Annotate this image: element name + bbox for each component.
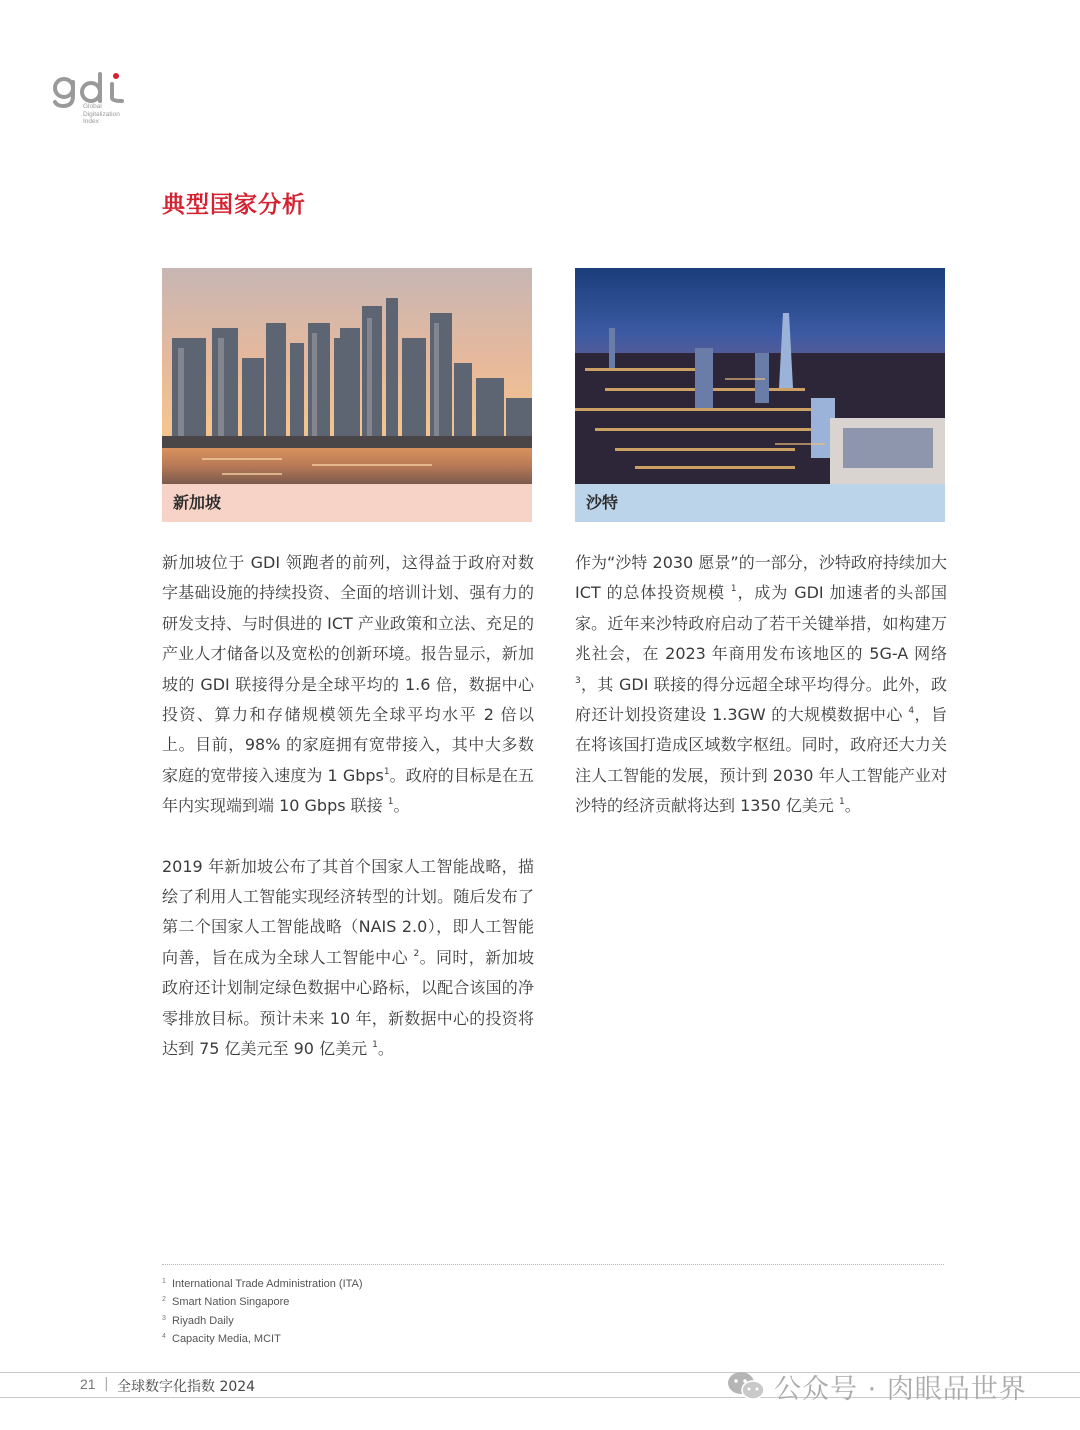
paragraph-text: 。 [844,796,861,816]
paragraph-text: 。同时，新加坡政府还计划制定绿色数据中心路标，以配合该国的净零排放目标。预计未来 10 年，新数据中心的投资将达到 75 亿美元至 90 亿美元 [162,947,534,1059]
paragraph [162,548,534,822]
footnote [162,1274,363,1292]
footnotes [162,1274,363,1347]
singapore-caption: 新加坡 [162,484,532,522]
paragraph-text: 。 [393,796,410,816]
footnote-ref: 1 [838,797,845,808]
footnote-text: Capacity Media, MCIT [172,1332,281,1345]
footnote-number: 2 [162,1296,166,1304]
footnote [162,1311,363,1329]
paragraph-text: 。 [377,1039,394,1059]
footnote-ref: 4 [908,706,915,717]
logo-line: Index [83,118,99,125]
footer-separator: | [104,1376,109,1392]
footnote-ref: 1 [730,584,737,595]
footnote-text: Riyadh Daily [172,1314,234,1327]
saudi-text-column [575,548,947,822]
footnote-divider [162,1264,944,1265]
footnote-ref: 1 [372,1040,378,1051]
footnote [162,1292,363,1310]
logo-line: Global [83,103,102,110]
footer-title: 全球数字化指数 2024 [117,1379,256,1395]
watermark-text: 公众号 · 肉眼品世界 [774,1373,1027,1405]
footnote-ref: 1 [387,797,394,808]
paragraph-text: ，其 GDI 联接的得分远超全球平均得分。此外，政府还计划投资建设 1.3GW 的大规模数据中心 [575,674,947,725]
singapore-text-column [162,548,534,1065]
paragraph-text: ，旨在将该国打造成区域数字枢纽。同时，政府还大力关注人工智能的发展，预计到 2030 年人工智能产业对沙特的经济贡献将达到 1350 亿美元 [575,705,947,816]
footnote-text: International Trade Administration (ITA) [172,1278,363,1290]
riyadh-night-city-photo [575,268,945,484]
paragraph-text: 2019 年新加坡公布了其首个国家人工智能战略，描绘了利用人工智能实现经济转型的计划。随后发布了第二个国家人工智能战略（NAIS 2.0），即人工智能向善，旨在成为全球人工智能中心 [162,856,534,967]
paragraph-text: 。政府的目标是在五年内实现端到端 10 Gbps 联接 [162,765,534,816]
singapore-skyline-photo [162,268,532,484]
page-number: 21 [80,1376,96,1392]
footnote-number: 1 [162,1278,166,1285]
footnote-number: 3 [162,1314,166,1322]
footnote-ref: 2 [413,948,420,959]
paragraph [162,852,534,1065]
saudi-card [575,268,945,522]
paragraph-text: ，成为 GDI 加速者的头部国家。近年来沙特政府启动了若干关键举措，如构建万兆社会，在 2023 年商用发布该地区的 5G-A 网络 [575,583,947,664]
footnote-ref: 1 [383,766,390,777]
singapore-card [162,268,532,522]
paragraph-text: 作为“沙特 2030 愿景”的一部分，沙特政府持续加大 ICT 的总体投资规模 [575,553,947,603]
footnote-number: 4 [162,1332,166,1340]
saudi-caption: 沙特 [575,484,945,522]
footnote [162,1329,363,1347]
footnote-text: Smart Nation Singapore [172,1296,290,1309]
logo-subtitle [83,103,120,126]
watermark [726,1368,1027,1404]
footnote-ref: 3 [575,675,581,686]
gdi-logo [52,70,142,132]
section-title: 典型国家分析 [162,192,306,218]
paragraph-text: 新加坡位于 GDI 领跑者的前列，这得益于政府对数字基础设施的持续投资、全面的培训计划、强有力的研发支持、与时俱进的 ICT 产业政策和立法、充足的产业人才储备以及宽松的创新环境。报告显示，新加坡的 GDI 联接得分是全球平均的 1.6 倍，数据中心投资、算力和存储规模领先全球平均水平 2 倍以上。目前，98% 的家庭拥有宽带接入，其中大多数家庭的宽带接入速度为 1 Gbps [162,553,534,785]
logo-line: Digitalization [83,110,120,118]
wechat-icon [726,1370,766,1402]
paragraph [575,548,947,822]
